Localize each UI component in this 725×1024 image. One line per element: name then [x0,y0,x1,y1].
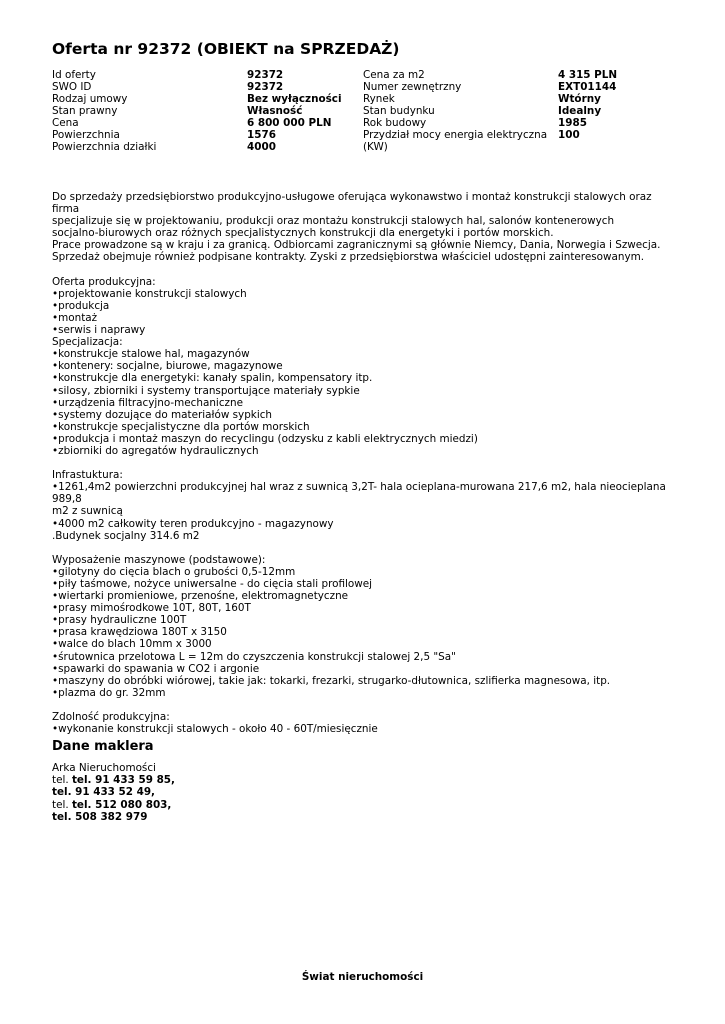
spec-row [52,117,672,129]
text-line: •wykonanie konstrukcji stalowych - około 40 - 60T/miesięcznie [52,723,378,736]
text-line: Zdolność produkcyjna: [52,711,170,724]
text-line: •serwis i naprawy [52,324,146,337]
spec-label: Stan prawny [52,105,118,117]
spec-row [52,81,672,93]
broker-details [52,762,175,823]
offer-section [52,276,667,457]
text-line: •systemy dozujące do materiałów sypkich [52,408,273,421]
text-line: .Budynek socjalny 314.6 m2 [52,529,200,542]
text-line: Sprzedaż obejmuje również podpisane kontrakty. Zyski z przedsiębiorstwa właściciel udostępni zainteresowanym. [52,251,645,264]
capacity-section [52,711,667,735]
text-line: Wyposażenie maszynowe (podstawowe): [52,553,266,566]
text-line: •urządzenia filtracyjno-mechaniczne [52,396,243,409]
spec-row [52,69,672,81]
text-line: •śrutownica przelotowa L = 12m do czyszczenia konstrukcji stalowej 2,5 "Sa" [52,650,456,663]
text-line: •silosy, zbiorniki i systemy transportujące materiały sypkie [52,384,360,397]
specs-table [52,69,672,153]
spec-value: Idealny [558,105,602,117]
spec-value: Bez wyłączności [247,93,342,105]
spec-value: Wtórny [558,93,601,105]
spec-label: Rynek [363,93,395,105]
spec-label: Id oferty [52,69,96,81]
text-line: socjalno-biurowych oraz różnych specjalistycznych konstrukcji dla energetyki i portów morskich. [52,227,554,240]
broker-phone: tel. tel. 91 433 59 85, [52,774,175,787]
text-line: •prasa krawędziowa 180T x 3150 [52,626,227,639]
spec-label: Cena za m2 [363,69,425,81]
text-line: Specjalizacja: [52,336,123,349]
spec-row [52,141,672,153]
text-line: •maszyny do obróbki wiórowej, takie jak: tokarki, frezarki, strugarko-dłutownica, szlifierka magnesowa, itp. [52,674,611,687]
spec-value: 6 800 000 PLN [247,117,332,129]
text-line: Prace prowadzone są w kraju i za granicą. Odbiorcami zagranicznymi są głównie Niemcy, Dania, Norwegia i Szwecja. [52,239,661,252]
spec-label: Rodzaj umowy [52,93,128,105]
broker-phone: tel. 91 433 52 49, [52,786,156,799]
spec-label: (KW) [363,141,388,153]
text-line: Oferta produkcyjna: [52,275,156,288]
broker-phone: tel. tel. 512 080 803, [52,798,172,811]
spec-value: 4 315 PLN [558,69,618,81]
description-intro [52,191,667,264]
spec-value: Własność [247,105,303,117]
text-line: m2 z suwnicą [52,505,123,518]
spec-value: 100 [558,129,580,141]
text-line: •spawarki do spawania w CO2 i argonie [52,662,260,675]
spec-value: 92372 [247,69,284,81]
text-line: •4000 m2 całkowity teren produkcyjno - magazynowy [52,517,334,530]
spec-label: Powierzchnia działki [52,141,157,153]
spec-value: EXT01144 [558,81,617,93]
spec-label: Rok budowy [363,117,427,129]
text-line: •1261,4m2 powierzchni produkcyjnej hal wraz z suwnicą 3,2T- hala ocieplana-murowana 217,6 m2, hala nieocieplana 989,8 [52,481,666,506]
text-line: •montaż [52,311,98,324]
broker-phone: tel. 508 382 979 [52,810,148,823]
text-line: •zbiorniki do agregatów hydraulicznych [52,444,259,457]
text-line: •konstrukcje stalowe hal, magazynów [52,348,250,361]
page-title: Oferta nr 92372 (OBIEKT na SPRZEDAŻ) [52,40,400,58]
text-line: •prasy hydrauliczne 100T [52,614,187,627]
text-line: •wiertarki promieniowe, przenośne, elektromagnetyczne [52,590,349,603]
text-line: Infrastuktura: [52,469,123,482]
offer-description [52,191,667,735]
text-line: •projektowanie konstrukcji stalowych [52,287,247,300]
text-line: Do sprzedaży przedsiębiorstwo produkcyjno-usługowe oferująca wykonawstwo i montaż konstrukcji stalowych oraz firma [52,191,652,216]
text-line: •konstrukcje specjalistyczne dla portów morskich [52,420,310,433]
spec-label: SWO ID [52,81,92,93]
spec-row [52,105,672,117]
infrastructure-section [52,469,667,542]
broker-name: Arka Nieruchomości [52,762,156,774]
spec-value: 1576 [247,129,276,141]
text-line: •produkcja i montaż maszyn do recyclingu (odzysku z kabli elektrycznych miedzi) [52,432,478,445]
spec-label: Stan budynku [363,105,435,117]
spec-row [52,129,672,141]
text-line: •prasy mimośrodkowe 10T, 80T, 160T [52,602,251,615]
text-line: •gilotyny do cięcia blach o grubości 0,5-12mm [52,565,296,578]
text-line: •walce do blach 10mm x 3000 [52,638,212,651]
spec-label: Powierzchnia [52,129,120,141]
spec-label: Przydział mocy energia elektryczna [363,129,548,141]
spec-row [52,93,672,105]
footer-brand: Świat nieruchomości [301,971,424,983]
spec-label: Numer zewnętrzny [363,81,462,93]
spec-value: 92372 [247,81,284,93]
spec-value: 1985 [558,117,587,129]
machines-section [52,554,667,699]
broker-heading: Dane maklera [52,739,154,754]
spec-label: Cena [52,117,79,129]
text-line: •piły taśmowe, nożyce uniwersalne - do cięcia stali profilowej [52,578,373,590]
text-line: •produkcja [52,299,110,312]
spec-value: 4000 [247,141,276,153]
text-line: •konstrukcje dla energetyki: kanały spalin, kompensatory itp. [52,372,373,385]
text-line: specjalizuje się w projektowaniu, produkcji oraz montażu konstrukcji stalowych hal, salonów kontenerowych [52,215,615,228]
text-line: •kontenery: socjalne, biurowe, magazynowe [52,360,283,373]
text-line: •plazma do gr. 32mm [52,686,166,699]
